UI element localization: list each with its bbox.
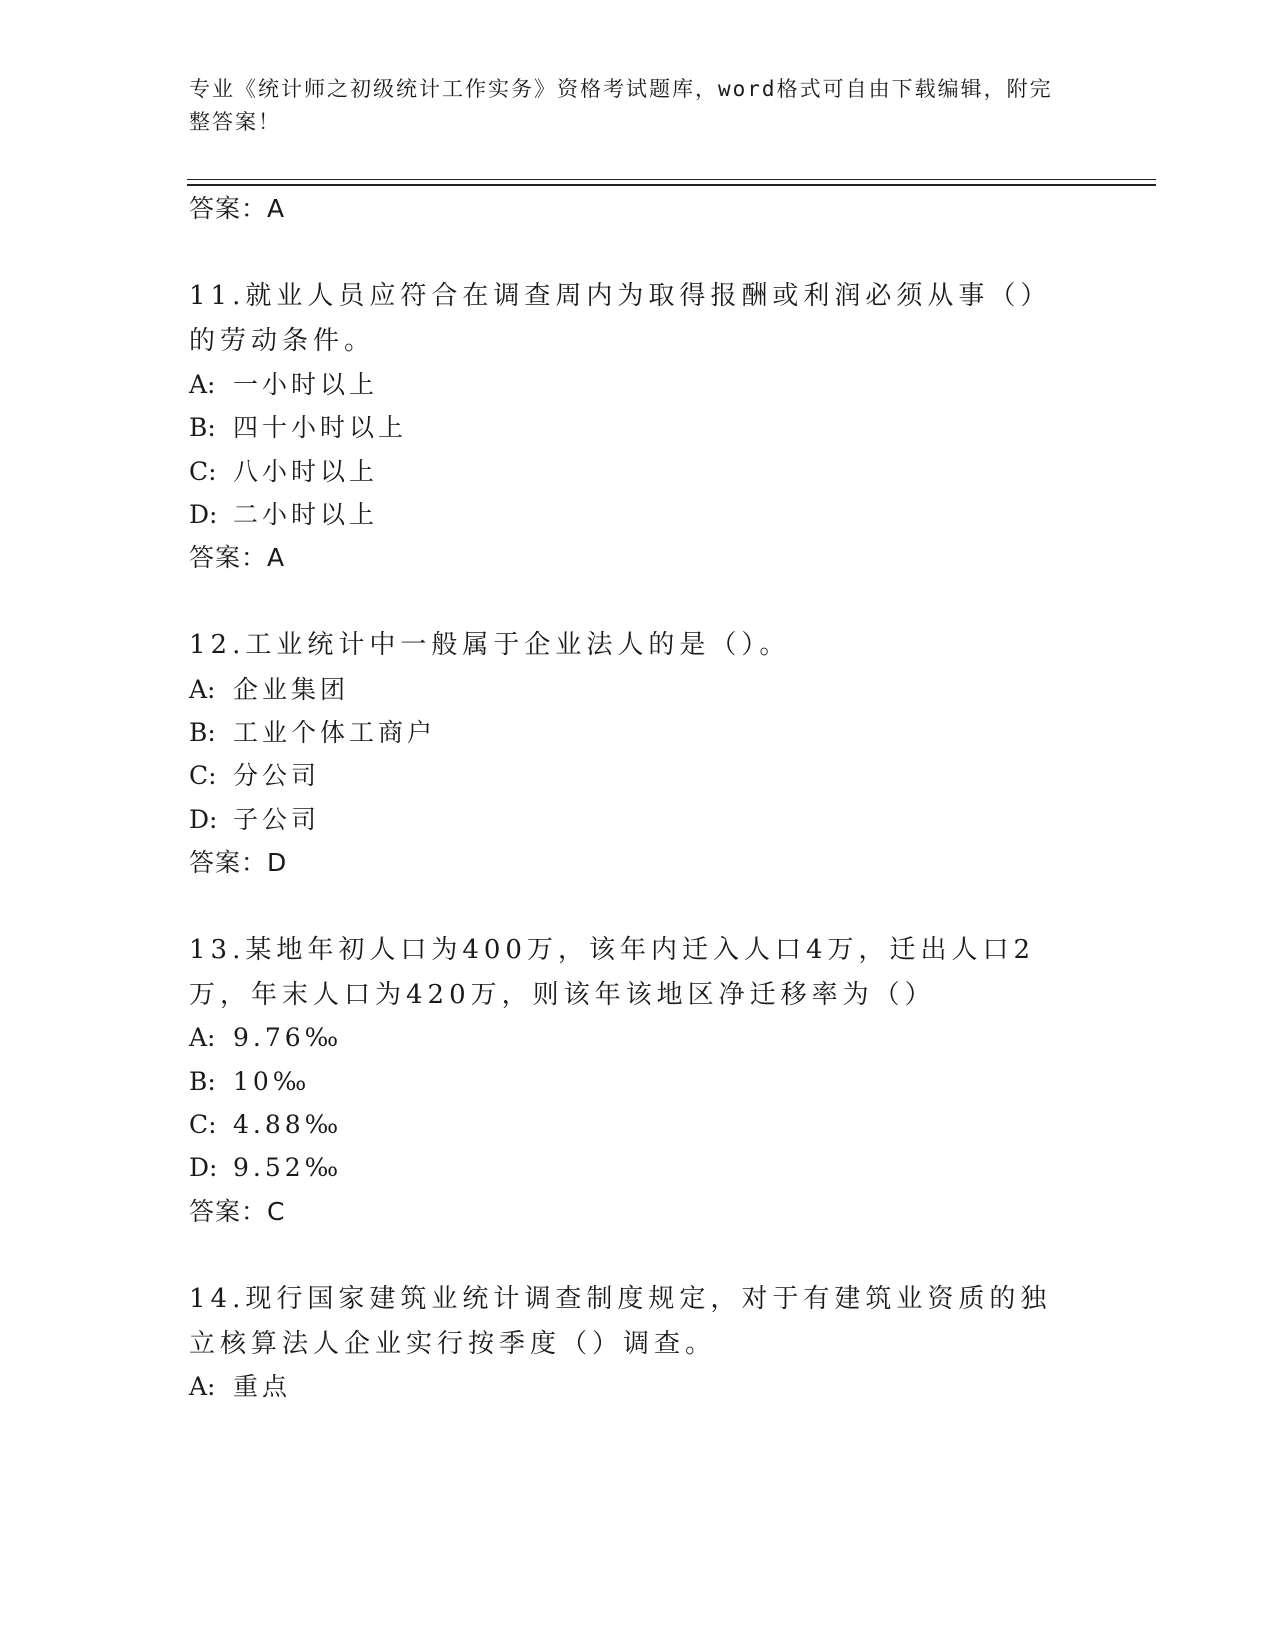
option-a — [189, 667, 1089, 713]
answer-line — [189, 840, 1089, 886]
option-text: 一小时以上 — [233, 370, 379, 399]
document-header: 专业《统计师之初级统计工作实务》资格考试题库，word格式可自由下载编辑，附完整答案！ — [189, 77, 1053, 134]
option-text: 9.52‰ — [233, 1153, 343, 1182]
option-key: B: — [189, 413, 216, 442]
option-key: B: — [189, 1067, 216, 1096]
option-c — [189, 753, 1089, 799]
answer-label: 答案： — [189, 1197, 268, 1226]
answer-line — [189, 186, 1089, 232]
option-key: A: — [189, 370, 216, 399]
option-key: C: — [189, 761, 217, 790]
question-stem: 11.就业人员应符合在调查周内为取得报酬或利润必须从事（）的劳动条件。 — [189, 281, 1052, 356]
option-text: 4.88‰ — [233, 1110, 343, 1139]
option-key: C: — [189, 457, 217, 486]
option-text: 10‰ — [233, 1067, 311, 1096]
question-stem: 12.工业统计中一般属于企业法人的是（）。 — [189, 630, 791, 660]
option-text: 工业个体工商户 — [233, 718, 437, 747]
answer-line — [189, 1189, 1089, 1235]
option-text: 子公司 — [233, 805, 321, 834]
answer-label: 答案： — [189, 848, 268, 877]
option-text: 重点 — [233, 1372, 292, 1401]
option-a — [189, 1364, 1089, 1410]
option-d — [189, 1145, 1089, 1191]
answer-value: C — [267, 1197, 286, 1226]
option-text: 企业集团 — [233, 675, 350, 704]
option-a — [189, 1015, 1089, 1061]
option-b — [189, 710, 1089, 756]
option-key: D: — [189, 500, 218, 529]
option-text: 二小时以上 — [233, 500, 379, 529]
option-text: 八小时以上 — [233, 457, 379, 486]
question-stem: 14.现行国家建筑业统计调查制度规定，对于有建筑业资质的独立核算法人企业实行按季度（）调查。 — [189, 1284, 1052, 1359]
question-stem: 13.某地年初人口为400万，该年内迁入人口4万，迁出人口2万，年末人口为420万，则该年该地区净迁移率为（） — [189, 935, 1036, 1010]
answer-line — [189, 535, 1089, 581]
option-b — [189, 405, 1089, 451]
option-c — [189, 449, 1089, 495]
answer-label: 答案： — [189, 194, 268, 223]
option-key: C: — [189, 1110, 217, 1139]
answer-value: A — [267, 194, 286, 223]
header-divider-thin — [187, 179, 1156, 180]
option-c — [189, 1102, 1089, 1148]
answer-value: A — [267, 543, 286, 572]
option-a — [189, 362, 1089, 408]
option-key: A: — [189, 1372, 216, 1401]
option-key: A: — [189, 675, 216, 704]
option-text: 分公司 — [233, 761, 321, 790]
option-key: D: — [189, 805, 218, 834]
option-key: D: — [189, 1153, 218, 1182]
option-d — [189, 797, 1089, 843]
option-key: A: — [189, 1023, 216, 1052]
answer-label: 答案： — [189, 543, 268, 572]
answer-value: D — [267, 848, 288, 877]
option-key: B: — [189, 718, 216, 747]
option-text: 四十小时以上 — [233, 413, 408, 442]
option-text: 9.76‰ — [233, 1023, 343, 1052]
option-d — [189, 492, 1089, 538]
option-b — [189, 1059, 1089, 1105]
